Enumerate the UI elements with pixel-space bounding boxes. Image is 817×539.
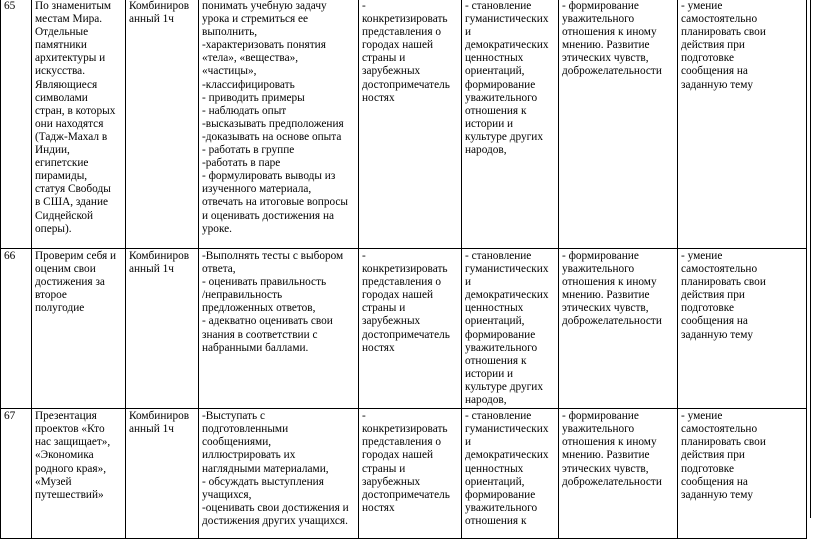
table-right-edge — [806, 0, 817, 518]
cell-text-line: демократических — [465, 449, 549, 462]
cell-text-line: (Тадж-Махал в — [35, 130, 108, 143]
cell-text-line: сообщениями, — [202, 436, 272, 449]
cell-text-line: отношения к иному — [562, 276, 657, 289]
cell-text-line: По знаменитым — [35, 0, 112, 12]
cell-text-line: искусства. — [35, 65, 86, 78]
cell-text-line: достижения других учащихся. — [202, 514, 348, 527]
lesson-number: 67 — [4, 410, 16, 423]
cell-text-line: ответа, — [202, 263, 236, 276]
cell-text-line: иллюстрировать их — [202, 449, 296, 462]
cell-text-line: формирование — [465, 328, 536, 341]
cell-text-line: символами — [35, 91, 88, 104]
cell-text-line: отношения к иному — [562, 26, 657, 39]
cell-text-line: полугодие — [35, 302, 85, 315]
cell-text-line: достопримечатель — [362, 488, 450, 501]
cell-text-line: -характеризовать понятия — [202, 39, 326, 52]
cell-text-line: народов, — [465, 144, 507, 157]
cell-text-line: мнению. Развитие — [562, 449, 650, 462]
cell-text-line: зарубежных — [362, 315, 421, 328]
cell-text-line: самостоятельно — [681, 263, 758, 276]
cell-text-line: заданную тему — [681, 328, 753, 341]
cell-text-line: - становление — [465, 250, 532, 262]
cell-text-line: - обсуждать выступления — [202, 475, 324, 488]
cell-text-line: формирование — [465, 78, 536, 91]
personal-results-cell — [462, 0, 559, 249]
cell-text-line: страны и — [362, 52, 406, 65]
cell-text-line: изученного материала, — [202, 183, 312, 196]
cell-text-line: формирование — [465, 488, 536, 501]
cell-text-line: второе — [35, 289, 67, 302]
cell-text-line: «тела», «вещества», — [202, 52, 299, 65]
cell-text-line: ностях — [362, 341, 395, 354]
cell-text-line: архитектуры и — [35, 52, 106, 65]
cell-text-line: этических чувств, — [562, 302, 649, 315]
cell-text-line: они находятся — [35, 117, 104, 130]
cell-text-line: - становление — [465, 0, 532, 12]
cell-text-line: уроке. — [202, 222, 232, 235]
cell-text-line: ориентаций, — [465, 315, 525, 328]
cell-text-line: Индии, — [35, 144, 70, 157]
cell-text-line: предложенных ответов, — [202, 302, 316, 315]
cell-text-line: Являющиеся — [35, 78, 98, 91]
cell-text-line: зарубежных — [362, 475, 421, 488]
cell-text-line: доброжелательности — [562, 475, 662, 488]
cell-text-line: достопримечатель — [362, 328, 450, 341]
regulatory-skills-cell — [678, 409, 807, 539]
cell-text-line: гуманистических — [465, 263, 549, 276]
cell-text-line: отношения к — [465, 104, 527, 117]
cell-text-line: планировать свои — [681, 436, 766, 449]
cell-text-line: истории и — [465, 117, 514, 130]
cell-text-line: - формирование — [562, 0, 639, 12]
meta-subject-results-cell — [359, 409, 462, 539]
lesson-number-cell — [1, 0, 32, 249]
cell-text-line: отношения к — [465, 514, 527, 527]
cell-text-line: гуманистических — [465, 423, 549, 436]
cell-text-line: - — [362, 250, 366, 262]
cell-text-line: доброжелательности — [562, 315, 662, 328]
lesson-type-cell — [126, 249, 199, 409]
cell-text-line: ценностных — [465, 462, 524, 475]
cell-text-line: анный 1ч — [129, 423, 174, 436]
cell-text-line: ностях — [362, 501, 395, 514]
table-body — [1, 0, 807, 539]
cell-text-line: урока и стремиться ее — [202, 13, 309, 26]
cell-text-line: ностях — [362, 91, 395, 104]
cell-text-line: подготовке — [681, 302, 734, 315]
table-row — [1, 409, 807, 539]
meta-subject-results-cell — [359, 249, 462, 409]
cell-text-line: заданную тему — [681, 488, 753, 501]
cell-text-line: и — [465, 436, 472, 449]
cell-text-line: египетские — [35, 157, 89, 170]
cell-text-line: подготовленными — [202, 423, 289, 436]
cell-text-line: страны и — [362, 462, 406, 475]
cell-text-line: - — [362, 0, 366, 12]
cell-text-line: статуя Свободы — [35, 183, 111, 196]
cell-text-line: заданную тему — [681, 78, 753, 91]
cell-text-line: отношения к иному — [562, 436, 657, 449]
cell-text-line: уважительного — [465, 341, 538, 354]
cell-text-line: - умение — [681, 250, 723, 262]
lesson-type-cell — [126, 409, 199, 539]
cell-text-line: городах нашей — [362, 289, 434, 302]
cell-text-line: мнению. Развитие — [562, 39, 650, 52]
cell-text-line: - формирование — [562, 250, 639, 262]
cell-text-line: Комбиниров — [129, 410, 190, 423]
cell-text-line: сообщения на — [681, 315, 748, 328]
cell-text-line: подготовке — [681, 52, 734, 65]
cell-text-line: гуманистических — [465, 13, 549, 26]
cell-text-line: уважительного — [562, 13, 635, 26]
cell-text-line: уважительного — [465, 501, 538, 514]
cell-text-line: оперы). — [35, 222, 72, 235]
lesson-number-cell — [1, 249, 32, 409]
cell-text-line: достопримечатель — [362, 78, 450, 91]
cell-text-line: - формулировать выводы из — [202, 170, 336, 183]
student-activities-cell — [199, 249, 359, 409]
cell-text-line: - умение — [681, 0, 723, 12]
cell-text-line: понимать учебную задачу — [202, 0, 327, 12]
cell-text-line: наглядными материалами, — [202, 462, 329, 475]
value-formation-cell — [559, 0, 678, 249]
cell-text-line: -оценивать свои достижения и — [202, 501, 349, 514]
cell-text-line: Отдельные — [35, 26, 89, 39]
cell-text-line: демократических — [465, 289, 549, 302]
cell-text-line: представления о — [362, 26, 442, 39]
cell-text-line: знания в соответствии с — [202, 328, 318, 341]
cell-text-line: -высказывать предположения — [202, 117, 344, 130]
cell-text-line: - формирование — [562, 410, 639, 423]
cell-text-line: страны и — [362, 302, 406, 315]
cell-text-line: нас защищает», — [35, 436, 111, 449]
cell-text-line: истории и — [465, 367, 514, 380]
cell-text-line: - наблюдать опыт — [202, 104, 287, 117]
cell-text-line: -доказывать на основе опыта — [202, 130, 342, 143]
cell-text-line: и — [465, 26, 472, 39]
cell-text-line: учащихся, — [202, 488, 252, 501]
cell-text-line: зарубежных — [362, 65, 421, 78]
cell-text-line: - адекватно оценивать свои — [202, 315, 333, 328]
cell-text-line: самостоятельно — [681, 13, 758, 26]
cell-text-line: культуре других — [465, 130, 543, 143]
regulatory-skills-cell — [678, 0, 807, 249]
cell-text-line: -классифицировать — [202, 78, 295, 91]
cell-text-line: этических чувств, — [562, 52, 649, 65]
cell-text-line: набранными баллами. — [202, 341, 309, 354]
cell-text-line: - приводить примеры — [202, 91, 305, 104]
cell-text-line: -Выступать с — [202, 410, 266, 423]
cell-text-line: в США, здание — [35, 196, 109, 209]
cell-text-line: памятники — [35, 39, 87, 52]
cell-text-line: городах нашей — [362, 39, 434, 52]
cell-text-line: и — [465, 276, 472, 289]
cell-text-line: /неправильность — [202, 289, 283, 302]
student-activities-cell — [199, 409, 359, 539]
cell-text-line: ориентаций, — [465, 65, 525, 78]
lesson-number: 65 — [4, 0, 16, 12]
cell-text-line: сообщения на — [681, 475, 748, 488]
cell-text-line: путешествий» — [35, 488, 104, 501]
cell-text-line: «Экономика — [35, 449, 94, 462]
cell-text-line: ценностных — [465, 302, 524, 315]
table-row — [1, 0, 807, 249]
cell-text-line: Комбиниров — [129, 250, 190, 262]
cell-text-line: народов, — [465, 394, 507, 407]
cell-text-line: ориентаций, — [465, 475, 525, 488]
cell-text-line: конкретизировать — [362, 423, 448, 436]
personal-results-cell — [462, 249, 559, 409]
cell-text-line: уважительного — [562, 263, 635, 276]
cell-text-line: действия при — [681, 449, 745, 462]
cell-text-line: выполнить, — [202, 26, 258, 39]
cell-text-line: уважительного — [562, 423, 635, 436]
cell-text-line: местам Мира. — [35, 13, 103, 26]
cell-text-line: Проверим себя и — [35, 250, 117, 262]
value-formation-cell — [559, 409, 678, 539]
lesson-number-cell — [1, 409, 32, 539]
cell-text-line: Сидңейской — [35, 209, 94, 222]
cell-text-line: - умение — [681, 410, 723, 423]
cell-text-line: планировать свои — [681, 276, 766, 289]
cell-text-line: уважительного — [465, 91, 538, 104]
cell-text-line: -работать в паре — [202, 157, 281, 170]
cell-text-line: городах нашей — [362, 449, 434, 462]
cell-text-line: пирамиды, — [35, 170, 88, 183]
cell-text-line: отвечать на итоговые вопросы — [202, 196, 349, 209]
cell-text-line: действия при — [681, 289, 745, 302]
cell-text-line: подготовке — [681, 462, 734, 475]
cell-text-line: родного края», — [35, 462, 107, 475]
lesson-topic-cell — [32, 409, 126, 539]
cell-text-line: Презентация — [35, 410, 97, 423]
cell-text-line: проектов «Кто — [35, 423, 105, 436]
cell-text-line: представления о — [362, 436, 442, 449]
cell-text-line: - становление — [465, 410, 532, 423]
table-row — [1, 249, 807, 409]
cell-text-line: культуре других — [465, 380, 543, 393]
cell-text-line: анный 1ч — [129, 263, 174, 276]
cell-text-line: ценностных — [465, 52, 524, 65]
value-formation-cell — [559, 249, 678, 409]
cell-text-line: анный 1ч — [129, 13, 174, 26]
cell-text-line: достижения за — [35, 276, 105, 289]
cell-text-line: отношения к — [465, 354, 527, 367]
cell-text-line: этических чувств, — [562, 462, 649, 475]
cell-text-line: и оценивать достижения на — [202, 209, 335, 222]
lesson-number: 66 — [4, 250, 16, 262]
personal-results-cell — [462, 409, 559, 539]
cell-text-line: сообщения на — [681, 65, 748, 78]
cell-text-line: стран, в которых — [35, 104, 116, 117]
cell-text-line: Комбиниров — [129, 0, 190, 12]
cell-text-line: «частицы», — [202, 65, 257, 78]
cell-text-line: «Музей — [35, 475, 72, 488]
cell-text-line: оценим свои — [35, 263, 96, 276]
student-activities-cell — [199, 0, 359, 249]
cell-text-line: самостоятельно — [681, 423, 758, 436]
meta-subject-results-cell — [359, 0, 462, 249]
lesson-topic-cell — [32, 0, 126, 249]
cell-text-line: конкретизировать — [362, 13, 448, 26]
lesson-type-cell — [126, 0, 199, 249]
cell-text-line: мнению. Развитие — [562, 289, 650, 302]
cell-text-line: демократических — [465, 39, 549, 52]
cell-text-line: -Выполнять тесты с выбором — [202, 250, 344, 262]
cell-text-line: - — [362, 410, 366, 423]
cell-text-line: - оценивать правильность — [202, 276, 327, 289]
cell-text-line: действия при — [681, 39, 745, 52]
lesson-topic-cell — [32, 249, 126, 409]
regulatory-skills-cell — [678, 249, 807, 409]
cell-text-line: планировать свои — [681, 26, 766, 39]
cell-text-line: конкретизировать — [362, 263, 448, 276]
cell-text-line: доброжелательности — [562, 65, 662, 78]
cell-text-line: - работать в группе — [202, 144, 295, 157]
cell-text-line: представления о — [362, 276, 442, 289]
